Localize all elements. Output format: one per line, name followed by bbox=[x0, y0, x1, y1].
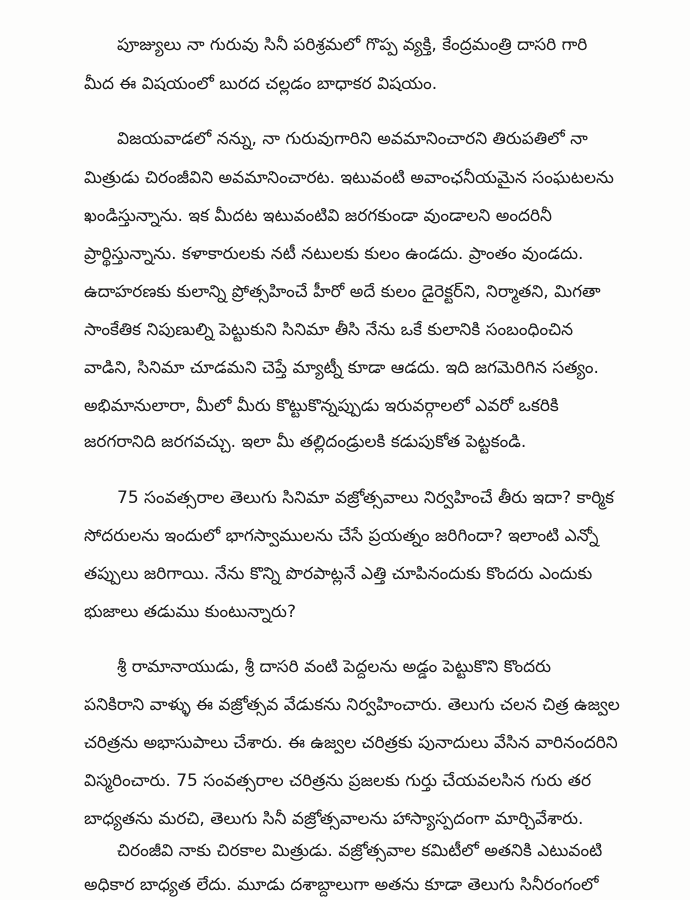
text-line: ఉదాహరణకు కులాన్ని ప్రోత్సహించే హీరో అదే కులం డైరెక్టర్‌ని, నిర్మాతని, మిగతా bbox=[84, 282, 601, 302]
text-line: పనికిరాని వాళ్ళు ఈ వజ్రోత్సవ వేడుకను నిర్వహించారు. తెలుగు చలన చిత్ర ఉజ్వల bbox=[84, 695, 620, 715]
text-line: అధికార బాధ్యత లేదు. మూడు దశాబ్దాలుగా అతను కూడా తెలుగు సినీరంగంలో bbox=[84, 875, 599, 895]
text-line: జరగరానిది జరగవచ్చు. ఇలా మీ తల్లిదండ్రులకి కడుపుకోత పెట్టకండి. bbox=[84, 432, 527, 452]
text-line: మీద ఈ విషయంలో బురద చల్లడం బాధాకర విషయం. bbox=[84, 74, 438, 94]
text-line: చరిత్రను అభాసుపాలు చేశారు. ఈ ఉజ్వల చరిత్రకు పునాదులు వేసిన వారినందరిని bbox=[84, 733, 618, 753]
text-line: ఖండిస్తున్నాను. ఇక మీదట ఇటువంటివి జరగకుండా వుండాలని అందరినీ bbox=[84, 206, 552, 226]
text-line: అభిమానులారా, మీలో మీరు కొట్టుకొన్నప్పుడు ఇరువర్గాలలో ఎవరో ఒకరికి bbox=[84, 396, 559, 416]
text-line: శ్రీ రామానాయుడు, శ్రీ దాసరి వంటి పెద్దలను అడ్డం పెట్టుకొని కొందరు bbox=[117, 657, 552, 677]
text-line: పూజ్యులు నా గురువు సినీ పరిశ్రమలో గొప్ప వ్యక్తి, కేంద్రమంత్రి దాసరి గారి bbox=[117, 35, 588, 55]
text-line: సాంకేతిక నిపుణుల్ని పెట్టుకుని సినిమా తీసి నేను ఒకే కులానికి సంబంధించిన bbox=[84, 320, 574, 340]
text-line: మిత్రుడు చిరంజీవిని అవమానించారట. ఇటువంటి అవాంఛనీయమైన సంఘటలను bbox=[84, 168, 614, 188]
text-line: భుజాలు తడుము కుంటున్నారు? bbox=[84, 602, 296, 622]
text-line: విజయవాడలో నన్ను, నా గురువుగారిని అవమానించారని తిరుపతిలో నా bbox=[117, 129, 588, 149]
text-line: 75 సంవత్సరాల తెలుగు సినిమా వజ్రోత్సవాలు నిర్వహించే తీరు ఇదా? కార్మిక bbox=[117, 488, 614, 508]
text-line: బాధ్యతను మరచి, తెలుగు సినీ వజ్రోత్సవాలను హాస్యాస్పదంగా మార్చివేశారు. bbox=[84, 809, 584, 829]
text-line: వాడిని, సినిమా చూడమని చెప్తే మ్యాట్నీ కూడా ఆడదు. ఇది జగమెరిగిన సత్యం. bbox=[84, 358, 599, 378]
text-line: తప్పులు జరిగాయి. నేను కొన్ని పొరపాట్లనే ఎత్తి చూపినందుకు కొందరు ఎందుకు bbox=[84, 564, 593, 584]
text-line: చిరంజీవి నాకు చిరకాల మిత్రుడు. వజ్రోత్సవాల కమిటీలో అతనికి ఎటువంటి bbox=[117, 841, 603, 861]
text-line: సోదరులను ఇందులో భాగస్వాములను చేసే ప్రయత్నం జరిగిందా? ఇలాంటి ఎన్నో bbox=[84, 526, 599, 546]
text-line: ప్రార్థిస్తున్నాను. కళాకారులకు నటీ నటులకు కులం ఉండదు. ప్రాంతం వుండదు. bbox=[84, 244, 584, 264]
text-line: విస్మరించారు. 75 సంవత్సరాల చరిత్రను ప్రజలకు గుర్తు చేయవలసిన గురు తర bbox=[84, 771, 592, 791]
